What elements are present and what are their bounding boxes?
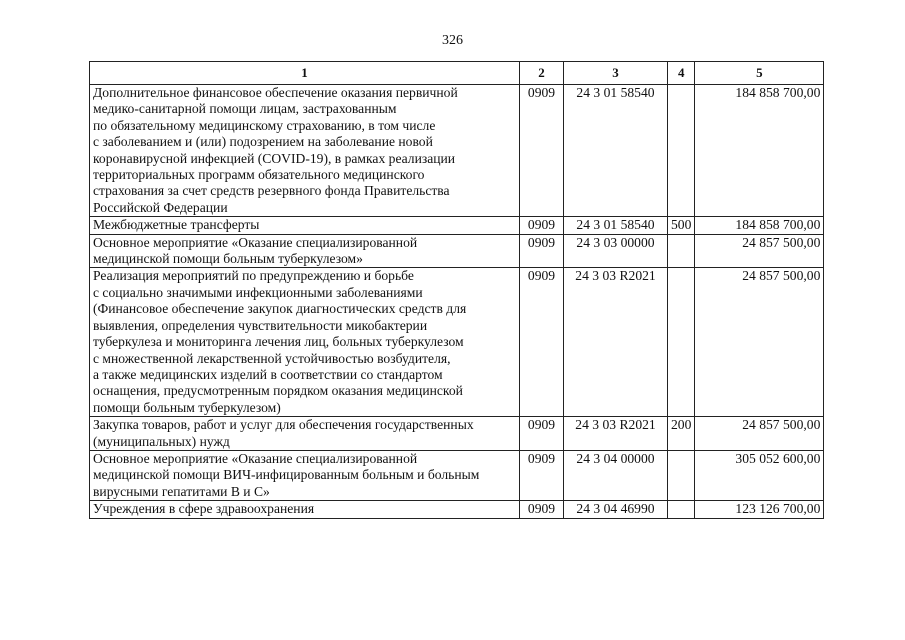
row-amount-cell: 24 857 500,00 [695, 234, 824, 268]
table-row [90, 450, 824, 500]
header-col-target: 3 [564, 62, 668, 85]
table-header-row [90, 62, 824, 85]
header-col-section: 2 [520, 62, 564, 85]
row-name-line: Основное мероприятие «Оказание специализированной [93, 450, 418, 466]
row-name-cell [90, 501, 520, 518]
row-section-cell: 0909 [520, 217, 564, 234]
row-name-line: (Финансовое обеспечение закупок диагностических средств для [93, 301, 467, 317]
row-target-cell: 24 3 04 00000 [564, 450, 668, 500]
row-name-line: с социально значимыми инфекционными заболеваниями [93, 284, 423, 300]
row-expense-type-cell [668, 85, 695, 217]
row-expense-type-cell [668, 450, 695, 500]
row-name-line: оснащения, предусмотренным порядком оказания медицинской [93, 383, 463, 399]
header-col-name: 1 [90, 62, 520, 85]
row-name-line: страхования за счет средств резервного фонда Правительства [93, 183, 450, 199]
row-name-line: медицинской помощи больным туберкулезом» [93, 251, 363, 267]
row-expense-type-cell [668, 268, 695, 417]
row-name-line: Основное мероприятие «Оказание специализированной [93, 234, 418, 250]
row-name-cell [90, 268, 520, 417]
row-name-line: Реализация мероприятий по предупреждению и борьбе [93, 268, 414, 284]
row-target-cell: 24 3 04 46990 [564, 501, 668, 518]
row-name-line: (муниципальных) нужд [93, 433, 230, 449]
row-expense-type-cell [668, 234, 695, 268]
table-row [90, 85, 824, 217]
row-target-cell: 24 3 03 R2021 [564, 417, 668, 451]
header-col-expense-type: 4 [668, 62, 695, 85]
row-name-cell [90, 234, 520, 268]
row-name-line: а также медицинских изделий в соответствии со стандартом [93, 366, 443, 382]
row-name-cell [90, 217, 520, 234]
row-name-line: выявления, определения чувствительности микобактерии [93, 317, 428, 333]
row-name-cell [90, 450, 520, 500]
row-amount-cell: 184 858 700,00 [695, 217, 824, 234]
table-body [90, 85, 824, 519]
row-target-cell: 24 3 03 R2021 [564, 268, 668, 417]
row-expense-type-cell [668, 501, 695, 518]
row-section-cell: 0909 [520, 501, 564, 518]
row-target-cell: 24 3 01 58540 [564, 217, 668, 234]
row-target-cell: 24 3 03 00000 [564, 234, 668, 268]
row-name-line: с множественной лекарственной устойчивостью возбудителя, [93, 350, 451, 366]
row-amount-cell: 305 052 600,00 [695, 450, 824, 500]
row-section-cell: 0909 [520, 85, 564, 217]
header-col-amount: 5 [695, 62, 824, 85]
row-name-line: территориальных программ обязательного медицинского [93, 167, 425, 183]
row-amount-cell: 184 858 700,00 [695, 85, 824, 217]
row-expense-type-cell: 200 [668, 417, 695, 451]
table-row [90, 234, 824, 268]
row-name-line: помощи больным туберкулезом) [93, 399, 281, 415]
row-section-cell: 0909 [520, 450, 564, 500]
row-section-cell: 0909 [520, 268, 564, 417]
row-name-line: Российской Федерации [93, 199, 228, 215]
row-name-line: вирусными гепатитами В и С» [93, 483, 270, 499]
row-name-line: коронавирусной инфекцией (COVID-19), в рамках реализации [93, 150, 456, 166]
table-row [90, 417, 824, 451]
row-target-cell: 24 3 01 58540 [564, 85, 668, 217]
row-name-line: Дополнительное финансовое обеспечение оказания первичной [93, 85, 458, 100]
row-name-line: по обязательному медицинскому страхованию, в том числе [93, 117, 436, 133]
row-name-cell [90, 417, 520, 451]
row-name-line: медико-санитарной помощи лицам, застрахованным [93, 101, 397, 117]
row-name-line: Межбюджетные трансферты [93, 217, 260, 233]
row-amount-cell: 24 857 500,00 [695, 268, 824, 417]
row-name-line: Закупка товаров, работ и услуг для обеспечения государственных [93, 417, 474, 433]
row-name-cell [90, 85, 520, 217]
row-amount-cell: 123 126 700,00 [695, 501, 824, 518]
row-section-cell: 0909 [520, 417, 564, 451]
budget-table [89, 61, 824, 519]
row-name-line: с заболеванием и (или) подозрением на заболевание новой [93, 134, 433, 150]
row-name-line: туберкулеза и мониторинга лечения лиц, больных туберкулезом [93, 334, 464, 350]
row-name-line: Учреждения в сфере здравоохранения [93, 501, 315, 517]
row-name-line: медицинской помощи ВИЧ-инфицированным больным и больным [93, 467, 480, 483]
table-row [90, 268, 824, 417]
table-row [90, 217, 824, 234]
page-number: 326 [442, 33, 463, 48]
row-section-cell: 0909 [520, 234, 564, 268]
table-row [90, 501, 824, 518]
row-expense-type-cell: 500 [668, 217, 695, 234]
row-amount-cell: 24 857 500,00 [695, 417, 824, 451]
